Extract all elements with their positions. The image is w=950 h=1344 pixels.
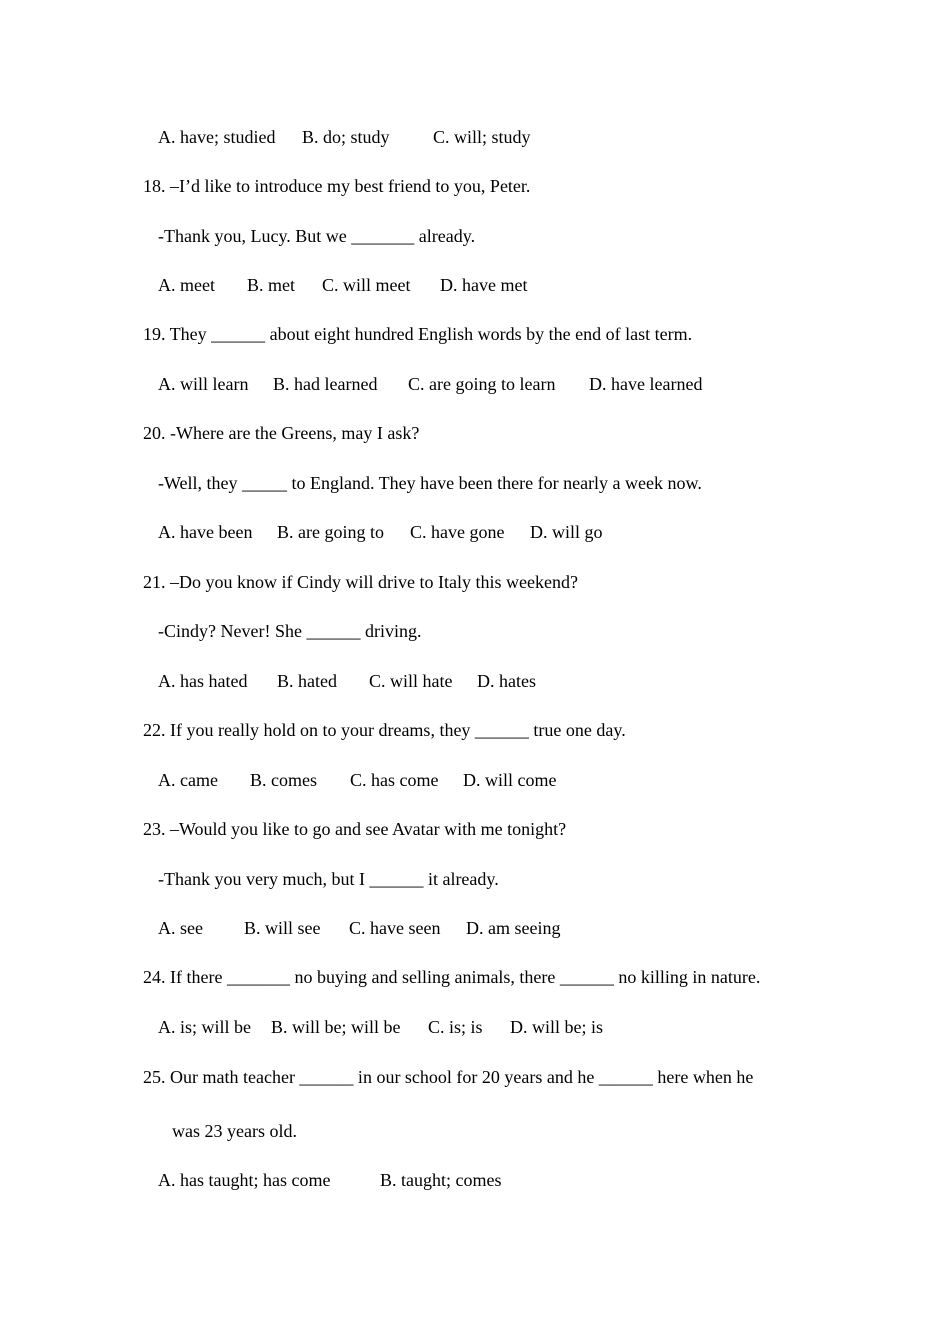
q20-option-b: B. are going to xyxy=(277,522,384,542)
q21-option-d: D. hates xyxy=(477,671,536,691)
q18-option-d: D. have met xyxy=(440,275,528,295)
q22-option-c: C. has come xyxy=(350,770,439,790)
q24-stem: 24. If there _______ no buying and selling animals, there ______ no killing in nature. xyxy=(143,967,761,987)
q20-reply: -Well, they _____ to England. They have been there for nearly a week now. xyxy=(158,473,702,493)
q24-option-a: A. is; will be xyxy=(158,1017,251,1037)
q17-option-a: A. have; studied xyxy=(158,127,276,147)
q19-option-c: C. are going to learn xyxy=(408,374,556,394)
q20-option-a: A. have been xyxy=(158,522,253,542)
q24-option-c: C. is; is xyxy=(428,1017,483,1037)
q23-option-b: B. will see xyxy=(244,918,321,938)
q18-option-c: C. will meet xyxy=(322,275,411,295)
q22-option-b: B. comes xyxy=(250,770,317,790)
q18-option-a: A. meet xyxy=(158,275,215,295)
q25-stem: 25. Our math teacher ______ in our school for 20 years and he ______ here when he xyxy=(143,1067,754,1087)
q22-option-d: D. will come xyxy=(463,770,557,790)
q25-stem-continued: was 23 years old. xyxy=(172,1121,297,1141)
q17-option-b: B. do; study xyxy=(302,127,390,147)
q19-stem: 19. They ______ about eight hundred English words by the end of last term. xyxy=(143,324,693,344)
q18-stem: 18. –I’d like to introduce my best friend to you, Peter. xyxy=(143,176,531,196)
q20-option-d: D. will go xyxy=(530,522,603,542)
q21-option-c: C. will hate xyxy=(369,671,453,691)
q20-option-c: C. have gone xyxy=(410,522,505,542)
q22-stem: 22. If you really hold on to your dreams, they ______ true one day. xyxy=(143,720,626,740)
q23-option-a: A. see xyxy=(158,918,203,938)
q21-stem: 21. –Do you know if Cindy will drive to Italy this weekend? xyxy=(143,572,578,592)
q23-option-d: D. am seeing xyxy=(466,918,561,938)
q19-option-d: D. have learned xyxy=(589,374,703,394)
q25-option-a: A. has taught; has come xyxy=(158,1170,331,1190)
q22-option-a: A. came xyxy=(158,770,218,790)
q25-option-b: B. taught; comes xyxy=(380,1170,502,1190)
q19-option-b: B. had learned xyxy=(273,374,378,394)
q23-reply: -Thank you very much, but I ______ it already. xyxy=(158,869,499,889)
q24-option-d: D. will be; is xyxy=(510,1017,603,1037)
q18-reply: -Thank you, Lucy. But we _______ already. xyxy=(158,226,476,246)
q19-option-a: A. will learn xyxy=(158,374,249,394)
q17-option-c: C. will; study xyxy=(433,127,531,147)
q21-option-a: A. has hated xyxy=(158,671,248,691)
q21-reply: -Cindy? Never! She ______ driving. xyxy=(158,621,422,641)
q20-stem: 20. -Where are the Greens, may I ask? xyxy=(143,423,420,443)
q23-option-c: C. have seen xyxy=(349,918,441,938)
q23-stem: 23. –Would you like to go and see Avatar with me tonight? xyxy=(143,819,567,839)
q21-option-b: B. hated xyxy=(277,671,337,691)
q24-option-b: B. will be; will be xyxy=(271,1017,401,1037)
q18-option-b: B. met xyxy=(247,275,295,295)
